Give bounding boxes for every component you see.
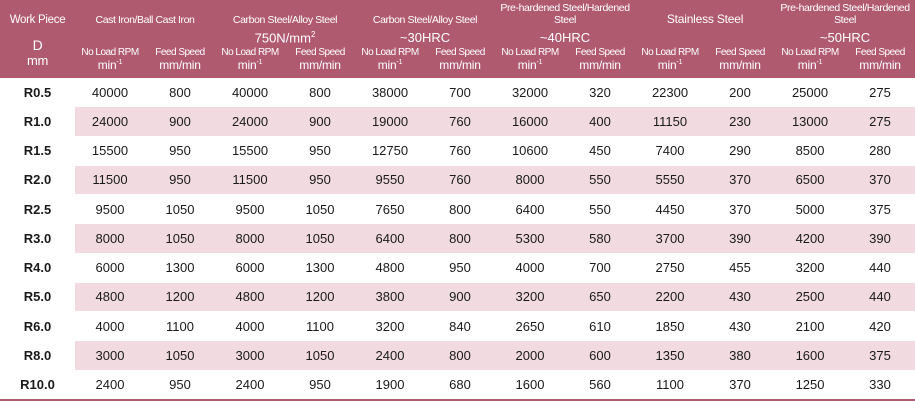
- rpm-cell: 6400: [495, 195, 565, 224]
- material-sub-carbon-steel-750: [215, 30, 355, 46]
- feed-cell: 800: [285, 78, 355, 107]
- rpm-label: No Load RPM: [81, 47, 139, 58]
- table-row: [0, 370, 915, 400]
- rpm-cell: 7650: [355, 195, 425, 224]
- rpm-column-header: [635, 46, 705, 78]
- material-sub-sup: 2: [310, 30, 316, 39]
- feed-cell: 550: [565, 165, 635, 194]
- feed-cell: 800: [425, 224, 495, 253]
- rpm-cell: 3200: [495, 282, 565, 311]
- rpm-cell: 40000: [75, 78, 145, 107]
- feed-column-header: [425, 46, 495, 78]
- rpm-cell: 11150: [635, 107, 705, 136]
- feed-column-header: [145, 46, 215, 78]
- rpm-unit: min: [517, 57, 537, 72]
- rpm-cell: 5300: [495, 224, 565, 253]
- rpm-cell: 4800: [75, 282, 145, 311]
- diameter-cell: R4.0: [0, 253, 75, 282]
- feed-cell: 1050: [285, 195, 355, 224]
- column-header-row: [0, 46, 915, 78]
- feed-unit: mm/min: [859, 57, 901, 72]
- diameter-cell: R2.5: [0, 195, 75, 224]
- feed-column-header: [285, 46, 355, 78]
- feed-cell: 1050: [145, 224, 215, 253]
- feed-cell: 370: [705, 370, 775, 400]
- feed-cell: 1100: [145, 312, 215, 341]
- material-header-cast-iron: Cast Iron/Ball Cast Iron: [75, 0, 215, 30]
- feed-cell: 275: [845, 107, 915, 136]
- material-header-prehardened-40hrc: Pre-hardened Steel/Hardened Steel: [495, 0, 635, 30]
- rpm-label: No Load RPM: [781, 47, 839, 58]
- rpm-cell: 19000: [355, 107, 425, 136]
- rpm-cell: 16000: [495, 107, 565, 136]
- feed-cell: 430: [705, 282, 775, 311]
- rpm-cell: 6500: [775, 165, 845, 194]
- feed-cell: 440: [845, 282, 915, 311]
- feed-cell: 1100: [285, 312, 355, 341]
- diameter-unit: mm: [26, 53, 49, 69]
- feed-cell: 760: [425, 107, 495, 136]
- material-sub-cast-iron: [75, 30, 215, 46]
- rpm-cell: 3800: [355, 282, 425, 311]
- rpm-cell: 15500: [215, 136, 285, 165]
- feed-cell: 370: [845, 165, 915, 194]
- feed-cell: 450: [565, 136, 635, 165]
- rpm-cell: 5550: [635, 165, 705, 194]
- feed-cell: 800: [425, 341, 495, 370]
- feed-cell: 1050: [285, 224, 355, 253]
- rpm-cell: 3000: [75, 341, 145, 370]
- rpm-label: No Load RPM: [221, 47, 279, 58]
- rpm-cell: 3000: [215, 341, 285, 370]
- work-piece-header: [0, 0, 75, 78]
- feed-cell: 700: [565, 253, 635, 282]
- rpm-cell: 2000: [495, 341, 565, 370]
- table-row: [0, 282, 915, 311]
- rpm-cell: 4000: [75, 312, 145, 341]
- rpm-cell: 8000: [495, 165, 565, 194]
- feed-cell: 320: [565, 78, 635, 107]
- rpm-cell: 12750: [355, 136, 425, 165]
- feed-cell: 375: [845, 341, 915, 370]
- work-piece-label: Work Piece: [9, 14, 66, 26]
- rpm-cell: 32000: [495, 78, 565, 107]
- rpm-cell: 4800: [215, 282, 285, 311]
- feed-cell: 420: [845, 312, 915, 341]
- rpm-cell: 1900: [355, 370, 425, 400]
- rpm-cell: 2650: [495, 312, 565, 341]
- rpm-cell: 4800: [355, 253, 425, 282]
- rpm-cell: 8500: [775, 136, 845, 165]
- feed-cell: 1050: [145, 195, 215, 224]
- rpm-cell: 9550: [355, 165, 425, 194]
- rpm-cell: 3200: [355, 312, 425, 341]
- rpm-column-header: [355, 46, 425, 78]
- feed-cell: 680: [425, 370, 495, 400]
- feed-unit: mm/min: [299, 57, 341, 72]
- feed-cell: 370: [705, 195, 775, 224]
- feed-cell: 760: [425, 136, 495, 165]
- rpm-label: No Load RPM: [501, 47, 559, 58]
- feed-cell: 1200: [285, 282, 355, 311]
- feed-cell: 390: [705, 224, 775, 253]
- material-header-prehardened-50hrc: Pre-hardened Steel/Hardened Steel: [775, 0, 915, 30]
- diameter-cell: R8.0: [0, 341, 75, 370]
- rpm-cell: 6400: [355, 224, 425, 253]
- rpm-cell: 3200: [775, 253, 845, 282]
- rpm-cell: 1850: [635, 312, 705, 341]
- rpm-unit-sup: -1: [256, 58, 263, 66]
- feed-cell: 950: [285, 370, 355, 400]
- feed-unit: mm/min: [579, 57, 621, 72]
- rpm-cell: 24000: [215, 107, 285, 136]
- rpm-column-header: [75, 46, 145, 78]
- material-sub-text: 750N/mm: [254, 30, 311, 46]
- diameter-cell: R1.5: [0, 136, 75, 165]
- diameter-cell: R3.0: [0, 224, 75, 253]
- rpm-cell: 2500: [775, 282, 845, 311]
- rpm-unit-sup: -1: [816, 58, 823, 66]
- feed-cell: 200: [705, 78, 775, 107]
- rpm-cell: 1100: [635, 370, 705, 400]
- rpm-label: No Load RPM: [641, 47, 699, 58]
- feed-cell: 1300: [285, 253, 355, 282]
- table-row: [0, 136, 915, 165]
- rpm-cell: 1250: [775, 370, 845, 400]
- table-row: [0, 341, 915, 370]
- material-header-carbon-steel-750: Carbon Steel/Alloy Steel: [215, 0, 355, 30]
- rpm-cell: 2400: [355, 341, 425, 370]
- feed-column-header: [845, 46, 915, 78]
- rpm-unit-sup: -1: [116, 58, 123, 66]
- feed-label: Feed Speed: [155, 47, 205, 58]
- rpm-cell: 1600: [495, 370, 565, 400]
- feed-cell: 580: [565, 224, 635, 253]
- feed-cell: 840: [425, 312, 495, 341]
- rpm-unit: min: [657, 57, 677, 72]
- rpm-cell: 11500: [75, 165, 145, 194]
- feed-cell: 390: [845, 224, 915, 253]
- feed-cell: 400: [565, 107, 635, 136]
- feed-cell: 275: [845, 78, 915, 107]
- feed-cell: 1300: [145, 253, 215, 282]
- rpm-unit-sup: -1: [536, 58, 543, 66]
- feed-cell: 760: [425, 165, 495, 194]
- feed-cell: 700: [425, 78, 495, 107]
- feed-cell: 800: [425, 195, 495, 224]
- feed-cell: 230: [705, 107, 775, 136]
- material-header-stainless: Stainless Steel: [635, 0, 775, 30]
- rpm-cell: 13000: [775, 107, 845, 136]
- rpm-cell: 11500: [215, 165, 285, 194]
- rpm-cell: 8000: [75, 224, 145, 253]
- feed-cell: 900: [145, 107, 215, 136]
- feed-column-header: [565, 46, 635, 78]
- rpm-unit: min: [237, 57, 257, 72]
- rpm-cell: 4000: [495, 253, 565, 282]
- diameter-cell: R0.5: [0, 78, 75, 107]
- feed-cell: 370: [705, 165, 775, 194]
- material-sub-prehardened-50hrc: ~50HRC: [775, 30, 915, 46]
- rpm-unit-sup: -1: [676, 58, 683, 66]
- rpm-cell: 6000: [215, 253, 285, 282]
- feed-cell: 455: [705, 253, 775, 282]
- rpm-column-header: [215, 46, 285, 78]
- feed-unit: mm/min: [159, 57, 201, 72]
- rpm-unit-sup: -1: [396, 58, 403, 66]
- feed-cell: 900: [425, 282, 495, 311]
- feed-cell: 560: [565, 370, 635, 400]
- material-sub-carbon-steel-30hrc: ~30HRC: [355, 30, 495, 46]
- feed-cell: 1050: [285, 341, 355, 370]
- rpm-cell: 1350: [635, 341, 705, 370]
- table-row: [0, 312, 915, 341]
- diameter-cell: R5.0: [0, 282, 75, 311]
- rpm-cell: 25000: [775, 78, 845, 107]
- rpm-cell: 7400: [635, 136, 705, 165]
- feed-cell: 280: [845, 136, 915, 165]
- rpm-unit: min: [97, 57, 117, 72]
- rpm-cell: 4000: [215, 312, 285, 341]
- rpm-cell: 1600: [775, 341, 845, 370]
- feed-label: Feed Speed: [435, 47, 485, 58]
- rpm-cell: 9500: [215, 195, 285, 224]
- diameter-cell: R2.0: [0, 165, 75, 194]
- rpm-cell: 2400: [215, 370, 285, 400]
- rpm-cell: 6000: [75, 253, 145, 282]
- rpm-cell: 15500: [75, 136, 145, 165]
- feed-cell: 900: [285, 107, 355, 136]
- rpm-cell: 9500: [75, 195, 145, 224]
- feed-cell: 950: [145, 165, 215, 194]
- feed-cell: 950: [145, 136, 215, 165]
- rpm-cell: 3700: [635, 224, 705, 253]
- diameter-cell: R6.0: [0, 312, 75, 341]
- material-sub-prehardened-40hrc: ~40HRC: [495, 30, 635, 46]
- rpm-cell: 22300: [635, 78, 705, 107]
- feed-cell: 610: [565, 312, 635, 341]
- rpm-cell: 4200: [775, 224, 845, 253]
- diameter-cell: R1.0: [0, 107, 75, 136]
- rpm-cell: 2750: [635, 253, 705, 282]
- feed-cell: 950: [285, 136, 355, 165]
- feed-label: Feed Speed: [855, 47, 905, 58]
- feed-cell: 380: [705, 341, 775, 370]
- feed-cell: 1200: [145, 282, 215, 311]
- material-sub-stainless: [635, 30, 775, 46]
- rpm-cell: 40000: [215, 78, 285, 107]
- feed-label: Feed Speed: [715, 47, 765, 58]
- feed-cell: 950: [145, 370, 215, 400]
- feed-cell: 800: [145, 78, 215, 107]
- feed-cell: 550: [565, 195, 635, 224]
- diameter-label: D: [32, 37, 43, 54]
- feed-cell: 330: [845, 370, 915, 400]
- diameter-cell: R10.0: [0, 370, 75, 400]
- feed-cell: 1050: [145, 341, 215, 370]
- rpm-column-header: [775, 46, 845, 78]
- rpm-cell: 2100: [775, 312, 845, 341]
- rpm-column-header: [495, 46, 565, 78]
- feed-column-header: [705, 46, 775, 78]
- table-row: [0, 78, 915, 107]
- table-row: [0, 195, 915, 224]
- feed-cell: 290: [705, 136, 775, 165]
- feed-cell: 950: [285, 165, 355, 194]
- feed-cell: 950: [425, 253, 495, 282]
- table-row: [0, 253, 915, 282]
- table-row: [0, 224, 915, 253]
- rpm-unit: min: [377, 57, 397, 72]
- feed-label: Feed Speed: [295, 47, 345, 58]
- rpm-cell: 8000: [215, 224, 285, 253]
- feed-label: Feed Speed: [575, 47, 625, 58]
- feed-cell: 430: [705, 312, 775, 341]
- feed-unit: mm/min: [719, 57, 761, 72]
- rpm-cell: 4450: [635, 195, 705, 224]
- feed-cell: 375: [845, 195, 915, 224]
- rpm-cell: 38000: [355, 78, 425, 107]
- feed-cell: 440: [845, 253, 915, 282]
- material-header-carbon-steel-30hrc: Carbon Steel/Alloy Steel: [355, 0, 495, 30]
- rpm-unit: min: [797, 57, 817, 72]
- feed-cell: 600: [565, 341, 635, 370]
- rpm-cell: 2200: [635, 282, 705, 311]
- table-row: [0, 165, 915, 194]
- rpm-label: No Load RPM: [361, 47, 419, 58]
- feed-unit: mm/min: [439, 57, 481, 72]
- table-row: [0, 107, 915, 136]
- rpm-cell: 24000: [75, 107, 145, 136]
- table-header: [0, 0, 915, 78]
- rpm-cell: 10600: [495, 136, 565, 165]
- feed-cell: 650: [565, 282, 635, 311]
- table-body: [0, 78, 915, 400]
- rpm-cell: 2400: [75, 370, 145, 400]
- rpm-cell: 5000: [775, 195, 845, 224]
